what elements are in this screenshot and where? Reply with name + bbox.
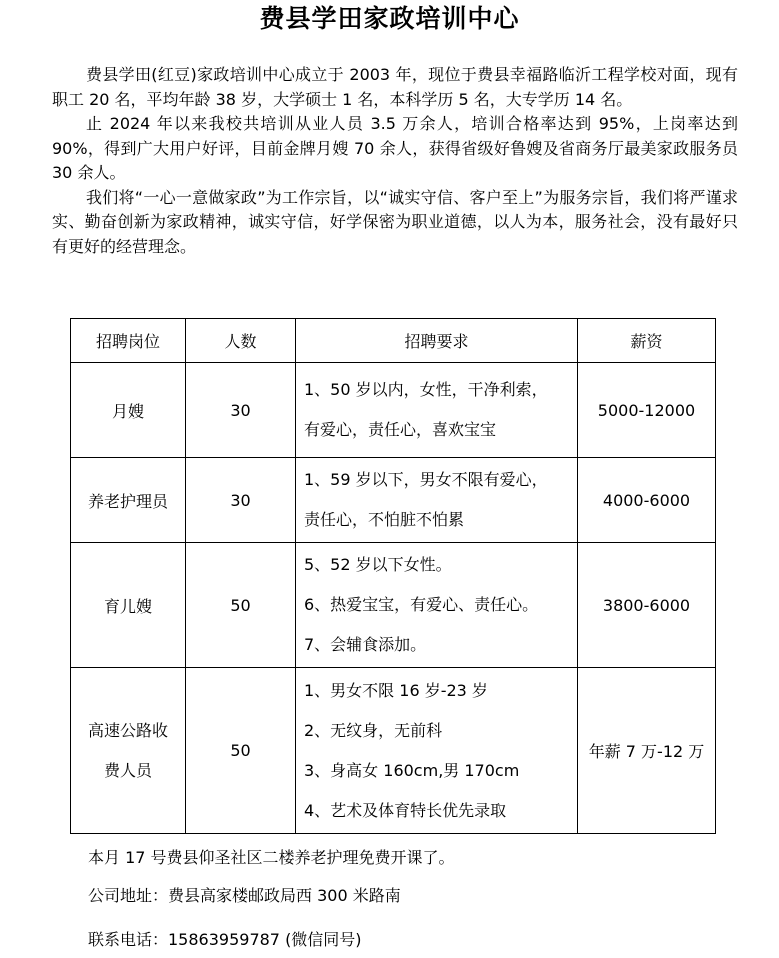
requirement-line: 3、身高女 160cm,男 170cm bbox=[304, 760, 520, 780]
count-cell: 30 bbox=[186, 363, 296, 458]
requirement-line: 1、50 岁以内，女性，干净利索， bbox=[304, 380, 548, 399]
header-position: 招聘岗位 bbox=[71, 319, 186, 363]
contact-phone: 联系电话：15863959787 (微信同号) bbox=[88, 930, 362, 949]
table-header-row bbox=[71, 319, 716, 363]
requirement-line: 责任心，不怕脏不怕累 bbox=[304, 510, 465, 529]
intro-section bbox=[52, 63, 738, 259]
intro-paragraph-2: 止 2024 年以来我校共培训从业人员 3.5 万余人，培训合格率达到 95%，上岗率达到 90%，得到广大用户好评，目前金牌月嫂 70 余人，获得省级好鲁嫂及省商务厅最美家政服务员 30 余人。 bbox=[52, 114, 738, 182]
requirement-line: 5、52 岁以下女性。 bbox=[304, 555, 452, 574]
salary-cell: 4000-6000 bbox=[578, 458, 716, 543]
company-address: 公司地址：费县高家楼邮政局西 300 米路南 bbox=[88, 886, 401, 905]
requirement-line: 1、59 岁以下，男女不限有爱心， bbox=[304, 470, 548, 489]
requirement-line: 7、会辅食添加。 bbox=[304, 635, 427, 654]
requirements-cell bbox=[296, 668, 578, 834]
table-row bbox=[71, 543, 716, 668]
position-cell: 养老护理员 bbox=[71, 458, 186, 543]
table-row bbox=[71, 363, 716, 458]
requirements-cell bbox=[296, 458, 578, 543]
requirements-cell bbox=[296, 363, 578, 458]
salary-cell: 5000-12000 bbox=[578, 363, 716, 458]
recruitment-table bbox=[70, 318, 716, 834]
count-cell: 50 bbox=[186, 543, 296, 668]
count-cell: 50 bbox=[186, 668, 296, 834]
intro-paragraph-1: 费县学田(红豆)家政培训中心成立于 2003 年，现位于费县幸福路临沂工程学校对面，现有职工 20 名，平均年龄 38 岁，大学硕士 1 名，本科学历 5 名，大专学历 14 名。 bbox=[52, 65, 738, 109]
position-line: 费人员 bbox=[103, 760, 152, 780]
header-salary: 薪资 bbox=[578, 319, 716, 363]
position-cell bbox=[71, 668, 186, 834]
table-row bbox=[71, 458, 716, 543]
requirement-line: 6、热爱宝宝，有爱心、责任心。 bbox=[304, 595, 539, 614]
course-notice: 本月 17 号费县仰圣社区二楼养老护理免费开课了。 bbox=[88, 848, 455, 867]
salary-cell: 3800-6000 bbox=[578, 543, 716, 668]
requirements-cell bbox=[296, 543, 578, 668]
position-cell: 月嫂 bbox=[71, 363, 186, 458]
count-cell: 30 bbox=[186, 458, 296, 543]
intro-paragraph-3: 我们将“一心一意做家政”为工作宗旨，以“诚实守信、客户至上”为服务宗旨，我们将严谨求实、勤奋创新为家政精神，诚实守信，好学保密为职业道德，以人为本，服务社会，没有最好只有更好的经营理念。 bbox=[52, 187, 738, 256]
page-title: 费县学田家政培训中心 bbox=[259, 4, 520, 33]
header-count: 人数 bbox=[186, 319, 296, 363]
salary-cell: 年薪 7 万-12 万 bbox=[578, 668, 716, 834]
requirement-line: 4、艺术及体育特长优先录取 bbox=[304, 800, 507, 820]
table-row bbox=[71, 668, 716, 834]
requirement-line: 1、男女不限 16 岁-23 岁 bbox=[304, 680, 488, 700]
requirement-line: 2、无纹身，无前科 bbox=[304, 720, 443, 740]
position-cell: 育儿嫂 bbox=[71, 543, 186, 668]
requirement-line: 有爱心，责任心，喜欢宝宝 bbox=[304, 420, 497, 439]
position-line: 高速公路收 bbox=[87, 720, 168, 740]
header-requirements: 招聘要求 bbox=[296, 319, 578, 363]
